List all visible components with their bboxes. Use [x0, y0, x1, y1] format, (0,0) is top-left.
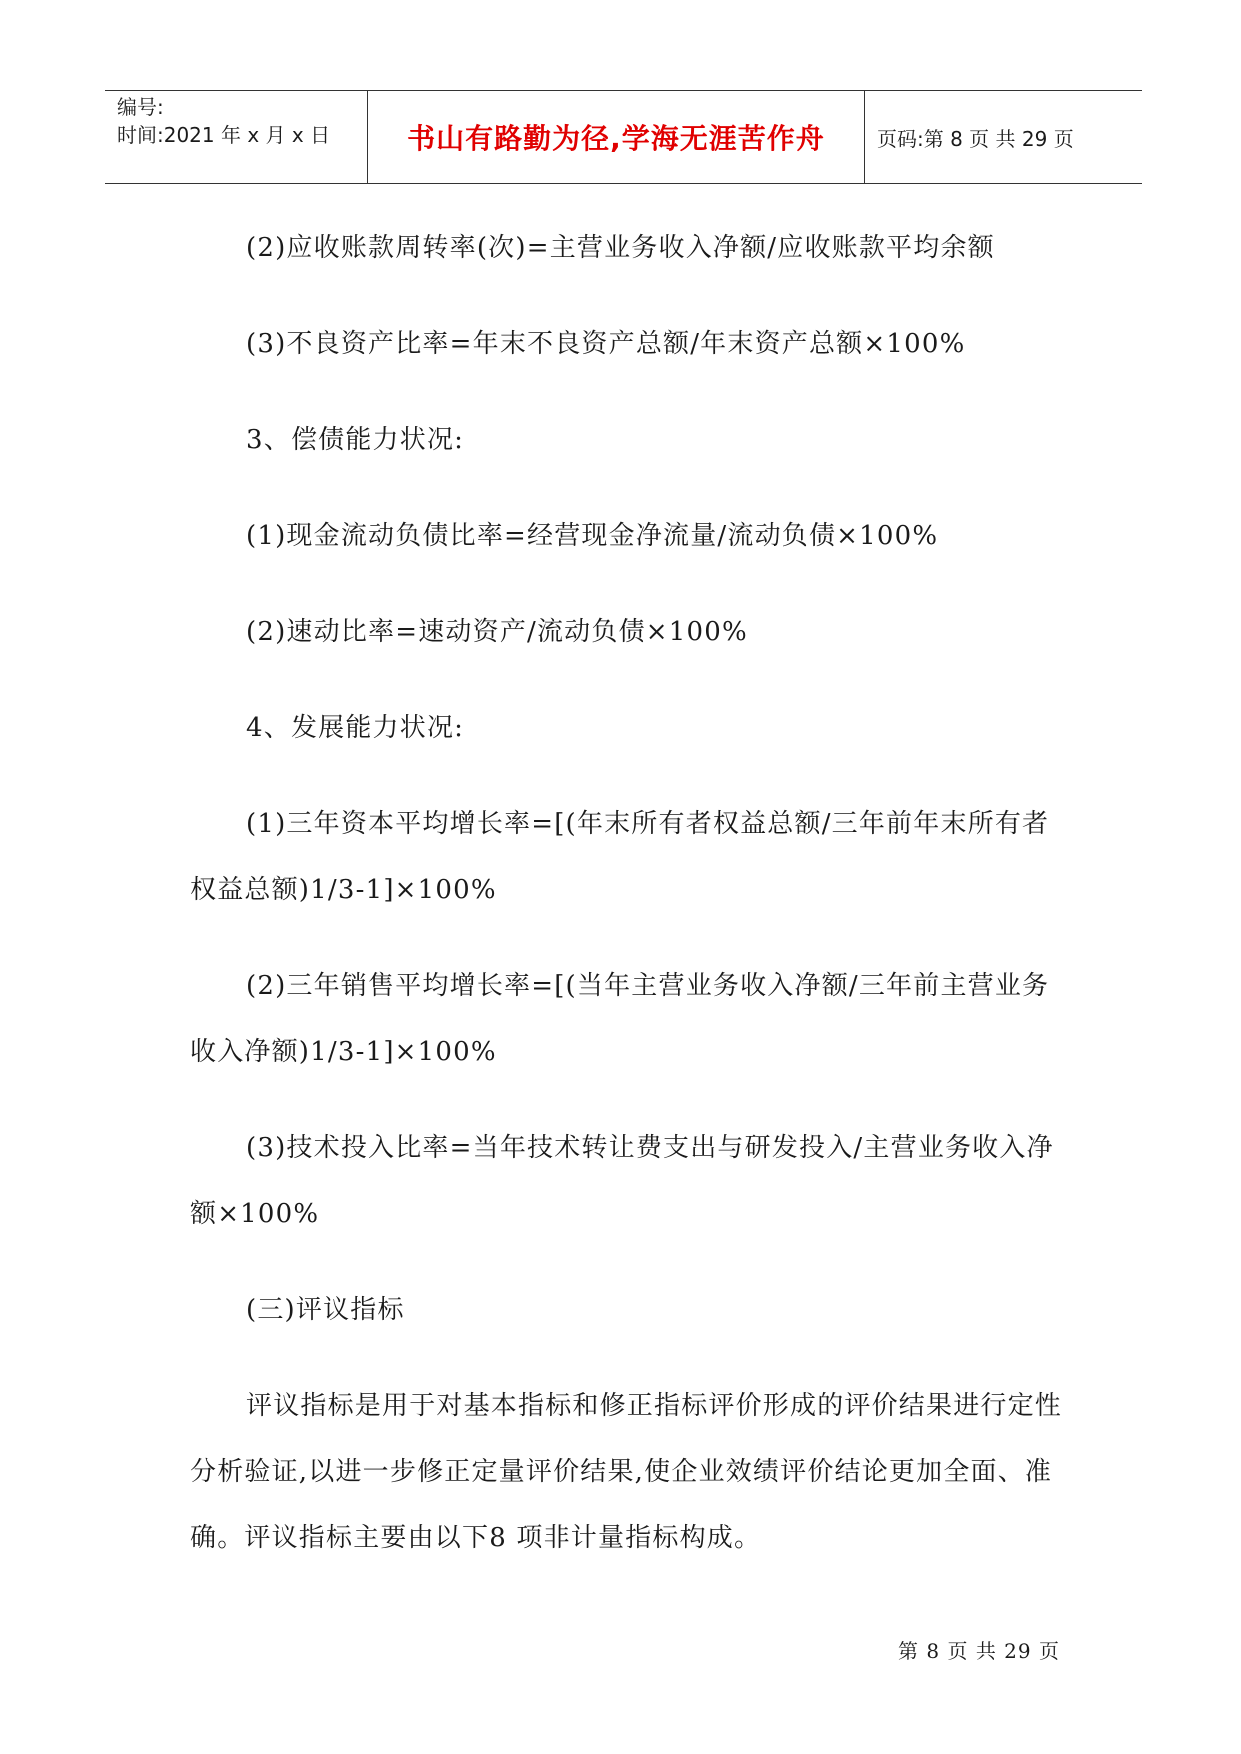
header-motto: 书山有路勤为径,学海无涯苦作舟 — [368, 91, 865, 183]
section-heading: 4、发展能力状况: — [246, 713, 465, 743]
document-body — [190, 215, 1075, 1601]
header-page-code: 页码:第 8 页 共 29 页 — [877, 126, 1074, 151]
number-label: 编号: — [117, 95, 164, 119]
paragraph: (3)不良资产比率=年末不良资产总额/年末资产总额×100% — [246, 329, 966, 359]
paragraph: (2)应收账款周转率(次)=主营业务收入净额/应收账款平均余额 — [246, 233, 995, 263]
header-meta — [105, 91, 368, 183]
paragraph: (2)速动比率=速动资产/流动负债×100% — [246, 617, 748, 647]
section-heading: 3、偿债能力状况: — [246, 425, 465, 455]
paragraph: (3)技术投入比率=当年技术转让费支出与研发投入/主营业务收入净额×100% — [190, 1133, 1054, 1229]
paragraph: (1)现金流动负债比率=经营现金净流量/流动负债×100% — [246, 521, 939, 551]
page-footer: 第 8 页 共 29 页 — [898, 1639, 1060, 1663]
paragraph: (1)三年资本平均增长率=[(年末所有者权益总额/三年前年末所有者权益总额)1/3-1]×100% — [190, 809, 1050, 905]
page-header — [105, 90, 1142, 184]
paragraph: 评议指标是用于对基本指标和修正指标评价形成的评价结果进行定性分析验证,以进一步修正定量评价结果,使企业效绩评价结论更加全面、准确。评议指标主要由以下8 项非计量指标构成。 — [190, 1391, 1063, 1553]
section-heading: (三)评议指标 — [246, 1295, 405, 1325]
time-label: 时间:2021 年 x 月 x 日 — [117, 123, 331, 147]
paragraph: (2)三年销售平均增长率=[(当年主营业务收入净额/三年前主营业务收入净额)1/3-1]×100% — [190, 971, 1050, 1067]
